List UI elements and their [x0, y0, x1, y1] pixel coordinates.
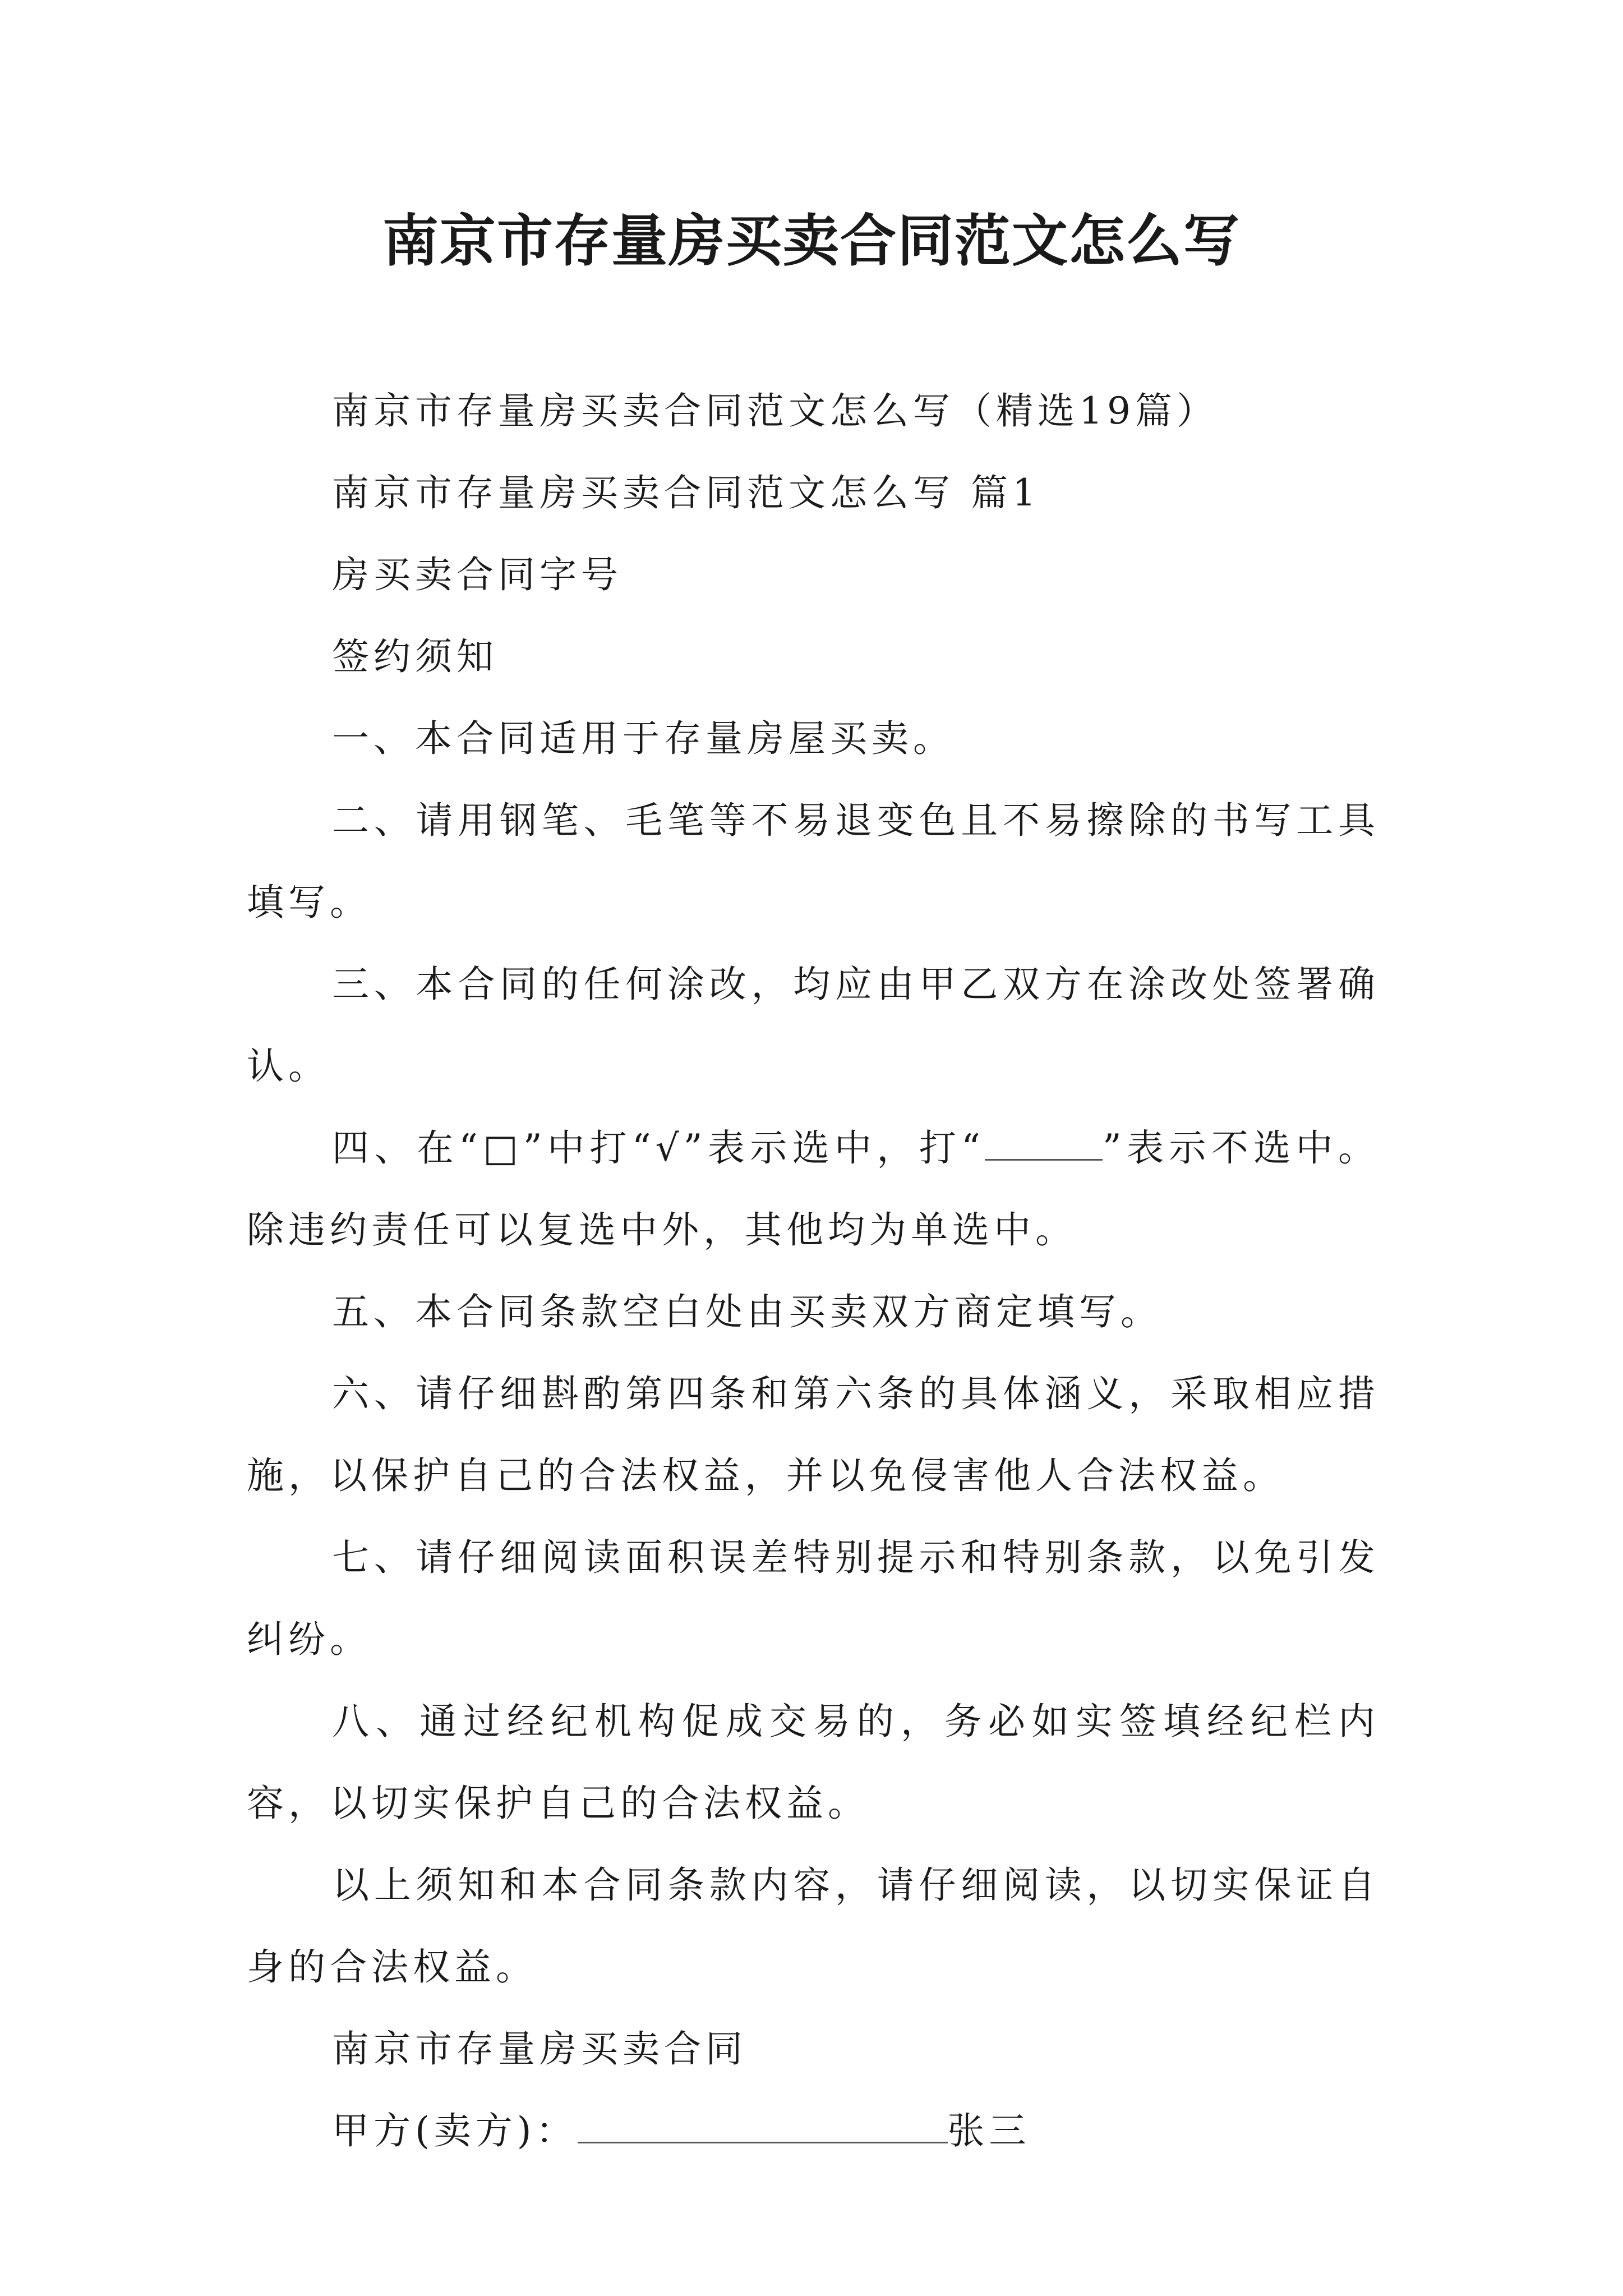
notice-item-2: 二、请用钢笔、毛笔等不易退变色且不易擦除的书写工具填写。	[247, 799, 1380, 924]
notice-item-4-part1: 四、在“□”中打“√”表示选中，打“	[332, 1126, 985, 1170]
contract-number-line: 房买卖合同字号	[332, 553, 623, 596]
section-heading: 南京市存量房买卖合同范文怎么写 篇1	[332, 471, 1040, 514]
notice-item-8: 八、通过经纪机构促成交易的，务必如实签填经纪栏内容，以切实保护自己的合法权益。	[247, 1700, 1380, 1825]
party-a-value: 张三	[947, 2109, 1031, 2152]
notice-item-7: 七、请仔细阅读面积误差特别提示和特别条款，以免引发纠纷。	[247, 1536, 1380, 1661]
notice-summary: 以上须知和本合同条款内容，请仔细阅读，以切实保证自身的合法权益。	[247, 1864, 1380, 1989]
contract-name: 南京市存量房买卖合同	[332, 2027, 747, 2070]
document-body	[247, 370, 1380, 2172]
party-a-label: 甲方(卖方)：	[332, 2109, 578, 2152]
notice-heading: 签约须知	[332, 635, 498, 678]
notice-item-6: 六、请仔细斟酌第四条和第六条的具体涵义，采取相应措施，以保护自己的合法权益，并以免侵害他人合法权益。	[247, 1372, 1380, 1497]
blank-line	[985, 1122, 1103, 1161]
notice-item-5: 五、本合同条款空白处由买卖双方商定填写。	[332, 1290, 1162, 1333]
notice-item-4-part2: ”表示不选中。除违约责任可以复选中外，其他均为单选中。	[247, 1126, 1380, 1251]
notice-item-3: 三、本合同的任何涂改，均应由甲乙双方在涂改处签署确认。	[247, 963, 1380, 1088]
subtitle-line: 南京市存量房买卖合同范文怎么写（精选19篇）	[332, 389, 1218, 432]
notice-item-4	[247, 1107, 1380, 1271]
party-a-blank	[578, 2105, 948, 2143]
document-title: 南京市存量房买卖合同范文怎么写	[382, 208, 1241, 274]
party-a-line	[247, 2090, 1380, 2172]
notice-item-1: 一、本合同适用于存量房屋买卖。	[332, 717, 955, 760]
